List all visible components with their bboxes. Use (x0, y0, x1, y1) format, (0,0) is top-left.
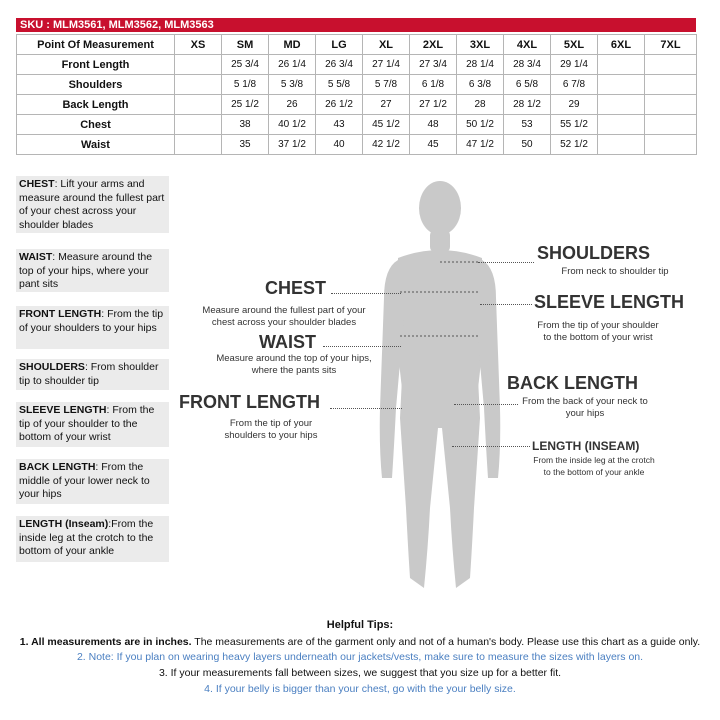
table-cell: 29 1/4 (551, 55, 598, 75)
definition-waist (16, 249, 169, 292)
table-cell: 5 3/8 (269, 75, 316, 95)
diagram-waist-desc: Measure around the top of your hips, where the pants sits (216, 353, 372, 376)
diagram-back-length-title: BACK LENGTH (507, 373, 638, 393)
table-cell (598, 55, 645, 75)
row-label: Shoulders (17, 75, 175, 95)
table-cell: 6 3/8 (457, 75, 504, 95)
definition-term: SHOULDERS (19, 361, 85, 373)
definition-term: SLEEVE LENGTH (19, 404, 107, 416)
tip-1-bold: 1. All measurements are in inches. (19, 636, 192, 648)
header-size-md: MD (269, 35, 316, 55)
table-cell: 26 1/2 (316, 95, 363, 115)
row-label: Chest (17, 115, 175, 135)
waist-leader-line (323, 346, 401, 347)
table-cell: 55 1/2 (551, 115, 598, 135)
table-cell: 27 1/2 (410, 95, 457, 115)
table-cell: 6 5/8 (504, 75, 551, 95)
diagram-sleeve-length-desc: From the tip of your shoulder to the bottom of your wrist (537, 320, 659, 343)
table-cell: 26 (269, 95, 316, 115)
definition-term: WAIST (19, 251, 53, 263)
table-cell: 28 1/4 (457, 55, 504, 75)
table-cell: 25 3/4 (222, 55, 269, 75)
table-cell: 27 (363, 95, 410, 115)
diagram-shoulders-title: SHOULDERS (537, 243, 651, 263)
table-cell: 45 1/2 (363, 115, 410, 135)
table-cell: 38 (222, 115, 269, 135)
table-cell (598, 75, 645, 95)
silhouette (380, 181, 501, 588)
table-cell (598, 95, 645, 115)
header-size-6xl: 6XL (598, 35, 645, 55)
table-cell: 47 1/2 (457, 135, 504, 155)
tip-3: 3. If your measurements fall between sizes, we suggest that you size up for a better fit. (158, 667, 562, 679)
definition-term: LENGTH (Inseam) (19, 518, 109, 530)
diagram-chest-title: CHEST (265, 278, 327, 298)
definition-shoulders (16, 359, 169, 390)
front-length-leader-line (330, 408, 402, 409)
human-figure-icon (370, 178, 510, 598)
tips-title: Helpful Tips: (326, 619, 394, 631)
table-cell: 6 7/8 (551, 75, 598, 95)
tip-4: 4. If your belly is bigger than your chest, go with the your belly size. (204, 683, 516, 695)
header-size-3xl: 3XL (457, 35, 504, 55)
tip-1 (0, 636, 720, 648)
table-cell: 5 1/8 (222, 75, 269, 95)
definition-term: FRONT LENGTH (19, 308, 102, 320)
chest-leader-line (331, 293, 401, 294)
table-cell (175, 75, 222, 95)
table-cell (175, 115, 222, 135)
tip-1-rest: The measurements are of the garment only and not of a human's body. Please use this chart as a guide only. (191, 636, 701, 648)
table-row (17, 115, 697, 135)
table-cell (645, 115, 697, 135)
sleeve-length-leader-line (480, 304, 532, 305)
tip-2: 2. Note: If you plan on wearing heavy layers underneath our jackets/vests, make sure to measure the sizes with layers on. (76, 651, 644, 663)
table-cell: 28 1/2 (504, 95, 551, 115)
table-cell: 52 1/2 (551, 135, 598, 155)
diagram-front-length-desc: From the tip of your shoulders to your hips (224, 418, 318, 441)
table-cell (645, 55, 697, 75)
header-size-4xl: 4XL (504, 35, 551, 55)
table-row (17, 75, 697, 95)
header-size-2xl: 2XL (410, 35, 457, 55)
table-cell: 25 1/2 (222, 95, 269, 115)
table-cell (645, 75, 697, 95)
table-header-row (17, 35, 697, 55)
sku-bar: SKU : MLM3561, MLM3562, MLM3563 (16, 18, 696, 32)
table-cell: 40 1/2 (269, 115, 316, 135)
header-point-of-measurement: Point Of Measurement (17, 35, 175, 55)
table-cell: 27 1/4 (363, 55, 410, 75)
diagram-inseam-desc: From the inside leg at the crotch to the bottom of your ankle (533, 455, 655, 477)
table-cell (645, 135, 697, 155)
table-cell: 5 7/8 (363, 75, 410, 95)
inseam-leader-line (452, 446, 530, 447)
table-cell: 42 1/2 (363, 135, 410, 155)
definition-text: : From the middle of your lower neck to your hips (19, 461, 150, 500)
table-cell (175, 55, 222, 75)
header-size-7xl: 7XL (645, 35, 697, 55)
diagram-sleeve-length-title: SLEEVE LENGTH (534, 292, 685, 312)
table-cell (598, 115, 645, 135)
table-cell: 50 (504, 135, 551, 155)
table-cell: 28 3/4 (504, 55, 551, 75)
definition-text: :From the inside leg at the crotch to the bottom of your ankle (19, 518, 154, 557)
table-cell: 53 (504, 115, 551, 135)
definition-text: : Measure around the top of your hips, where your pant sits (19, 251, 153, 290)
header-size-lg: LG (316, 35, 363, 55)
table-cell: 50 1/2 (457, 115, 504, 135)
table-cell: 26 1/4 (269, 55, 316, 75)
definition-text: : From the tip of your shoulder to the bottom of your wrist (19, 404, 155, 443)
size-table (16, 34, 697, 155)
row-label: Waist (17, 135, 175, 155)
table-row (17, 95, 697, 115)
definition-term: BACK LENGTH (19, 461, 96, 473)
table-row (17, 135, 697, 155)
table-cell: 43 (316, 115, 363, 135)
table-cell: 28 (457, 95, 504, 115)
table-cell (645, 95, 697, 115)
definition-text: : From the tip of your shoulders to your hips (19, 308, 164, 334)
row-label: Front Length (17, 55, 175, 75)
diagram-waist-title: WAIST (259, 332, 316, 352)
diagram-chest-desc: Measure around the fullest part of your chest across your shoulder blades (202, 305, 366, 328)
table-cell: 27 3/4 (410, 55, 457, 75)
header-size-xs: XS (175, 35, 222, 55)
definition-front-length (16, 306, 169, 349)
diagram-shoulders-desc: From neck to shoulder tip (561, 266, 669, 277)
table-row (17, 55, 697, 75)
definition-inseam (16, 516, 169, 562)
row-label: Back Length (17, 95, 175, 115)
back-length-leader-line (454, 404, 518, 405)
definition-text: : Lift your arms and measure around the fullest part of your chest across your shoulder blades (19, 178, 165, 231)
diagram-inseam-title: LENGTH (INSEAM) (532, 439, 640, 453)
definition-text: : From shoulder tip to shoulder tip (19, 361, 159, 387)
table-cell: 6 1/8 (410, 75, 457, 95)
shoulders-leader-line (478, 262, 534, 263)
definition-back-length (16, 459, 169, 504)
table-cell (175, 135, 222, 155)
table-cell: 35 (222, 135, 269, 155)
table-cell: 48 (410, 115, 457, 135)
table-cell (175, 95, 222, 115)
definition-sleeve-length (16, 402, 169, 447)
diagram-back-length-desc: From the back of your neck to your hips (522, 396, 648, 419)
diagram-front-length-title: FRONT LENGTH (179, 392, 320, 412)
definition-term: CHEST (19, 178, 55, 190)
table-cell: 29 (551, 95, 598, 115)
table-cell: 37 1/2 (269, 135, 316, 155)
table-cell: 45 (410, 135, 457, 155)
definition-chest (16, 176, 169, 233)
table-cell: 26 3/4 (316, 55, 363, 75)
table-cell: 40 (316, 135, 363, 155)
header-size-sm: SM (222, 35, 269, 55)
table-cell: 5 5/8 (316, 75, 363, 95)
header-size-5xl: 5XL (551, 35, 598, 55)
header-size-xl: XL (363, 35, 410, 55)
table-cell (598, 135, 645, 155)
